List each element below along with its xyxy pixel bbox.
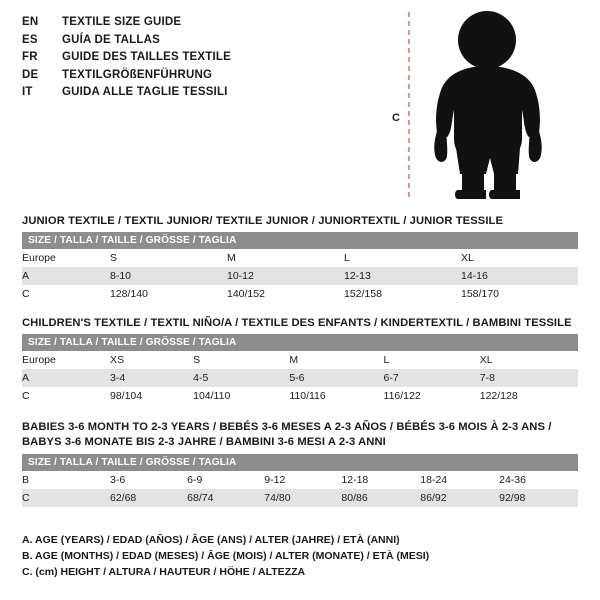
language-row (22, 32, 362, 50)
row-label: C (22, 285, 110, 303)
language-code: FR (22, 51, 38, 63)
cell-value: M (227, 249, 344, 267)
cell-value: 122/128 (480, 387, 578, 405)
language-row (22, 14, 362, 32)
language-title-list (22, 14, 362, 102)
cell-value: 7-8 (480, 369, 578, 387)
table-row (22, 489, 578, 507)
cell-value: 68/74 (187, 489, 264, 507)
section-title: JUNIOR TEXTILE / TEXTIL JUNIOR/ TEXTILE JUNIOR / JUNIORTEXTIL / JUNIOR TESSILE (22, 215, 504, 227)
cell-value: 74/80 (264, 489, 341, 507)
cell-value: 140/152 (227, 285, 344, 303)
baby-silhouette-icon (392, 8, 582, 203)
row-label: Europe (22, 249, 110, 267)
cell-value: S (193, 351, 289, 369)
cell-value: 92/98 (499, 489, 578, 507)
language-code: DE (22, 68, 39, 81)
row-label: B (22, 471, 110, 489)
cell-value: 62/68 (110, 489, 187, 507)
section-junior-textile (22, 215, 578, 303)
table-header-row (22, 334, 578, 351)
cell-value: 3-6 (110, 471, 187, 489)
cell-value: 8-10 (110, 267, 227, 285)
cell-value: 104/110 (193, 387, 289, 405)
language-code: IT (22, 86, 33, 98)
table-row (22, 249, 578, 267)
cell-value: 24-36 (499, 471, 578, 489)
cell-value: 9-12 (264, 471, 341, 489)
language-title: GUÍA DE TALLAS (62, 33, 160, 46)
table-header-row (22, 232, 578, 249)
cell-value: 80/86 (341, 489, 420, 507)
language-title: GUIDE DES TAILLES TEXTILE (62, 51, 231, 63)
legend-line: A. AGE (YEARS) / EDAD (AÑOS) / ÂGE (ANS) / ALTER (JAHRE) / ETÀ (ANNI) (22, 534, 400, 546)
table-row (22, 387, 578, 405)
section-babies-textile (22, 420, 578, 507)
cell-value: 6-7 (384, 369, 480, 387)
language-row (22, 67, 362, 85)
table-header-label: SIZE / TALLA / TAILLE / GRÖSSE / TAGLIA (28, 337, 237, 348)
cell-value: 12-18 (341, 471, 420, 489)
cell-value: 110/116 (289, 387, 383, 405)
junior-size-table (22, 232, 578, 303)
language-row (22, 84, 362, 102)
cell-value: 3-4 (110, 369, 193, 387)
cell-value: 4-5 (193, 369, 289, 387)
table-header-label: SIZE / TALLA / TAILLE / GRÖSSE / TAGLIA (28, 235, 237, 246)
legend-footer (22, 532, 429, 580)
legend-line: C. (cm) HEIGHT / ALTURA / HAUTEUR / HÖHE / ALTEZZA (22, 566, 306, 578)
cell-value: 98/104 (110, 387, 193, 405)
table-row (22, 351, 578, 369)
height-measure-label: C (392, 112, 400, 124)
cell-value: XL (461, 249, 578, 267)
language-code: ES (22, 33, 38, 46)
section-title: CHILDREN'S TEXTILE / TEXTIL NIÑO/A / TEXTILE DES ENFANTS / KINDERTEXTIL / BAMBINI TESSILE (22, 317, 572, 329)
cell-value: 18-24 (420, 471, 499, 489)
cell-value: 128/140 (110, 285, 227, 303)
language-title: GUIDA ALLE TAGLIE TESSILI (62, 86, 228, 98)
cell-value: S (110, 249, 227, 267)
table-header-label: SIZE / TALLA / TAILLE / GRÖSSE / TAGLIA (28, 457, 237, 468)
row-label: A (22, 369, 110, 387)
legend-line: B. AGE (MONTHS) / EDAD (MESES) / ÂGE (MOIS) / ALTER (MONATE) / ETÀ (MESI) (22, 550, 430, 562)
cell-value: XS (110, 351, 193, 369)
cell-value: 116/122 (384, 387, 480, 405)
cell-value: 86/92 (420, 489, 499, 507)
table-row (22, 285, 578, 303)
cell-value: 10-12 (227, 267, 344, 285)
table-row (22, 471, 578, 489)
cell-value: 14-16 (461, 267, 578, 285)
babies-size-table (22, 454, 578, 507)
table-row (22, 369, 578, 387)
cell-value: 152/158 (344, 285, 461, 303)
cell-value: 5-6 (289, 369, 383, 387)
baby-figure-illustration (392, 8, 582, 203)
cell-value: L (344, 249, 461, 267)
cell-value: L (384, 351, 480, 369)
cell-value: 6-9 (187, 471, 264, 489)
section-title: BABIES 3-6 MONTH TO 2-3 YEARS / BEBÉS 3-6 MESES A 2-3 AÑOS / BÉBÉS 3-6 MOIS À 2-3 ANS / BABYS 3-6 MONATE BIS 2-3 JAHRE / BAMBINI 3-6 MESI A 2-3 ANNI (22, 421, 552, 448)
cell-value: 158/170 (461, 285, 578, 303)
language-code: EN (22, 16, 39, 28)
row-label: A (22, 267, 110, 285)
cell-value: XL (480, 351, 578, 369)
table-header-row (22, 454, 578, 471)
language-row (22, 49, 362, 67)
cell-value: M (289, 351, 383, 369)
section-childrens-textile (22, 317, 578, 405)
language-title: TEXTILGRÖßENFÜHRUNG (62, 68, 213, 81)
row-label: C (22, 489, 110, 507)
row-label: C (22, 387, 110, 405)
children-size-table (22, 334, 578, 405)
cell-value: 12-13 (344, 267, 461, 285)
row-label: Europe (22, 351, 110, 369)
table-row (22, 267, 578, 285)
language-title: TEXTILE SIZE GUIDE (62, 16, 182, 28)
